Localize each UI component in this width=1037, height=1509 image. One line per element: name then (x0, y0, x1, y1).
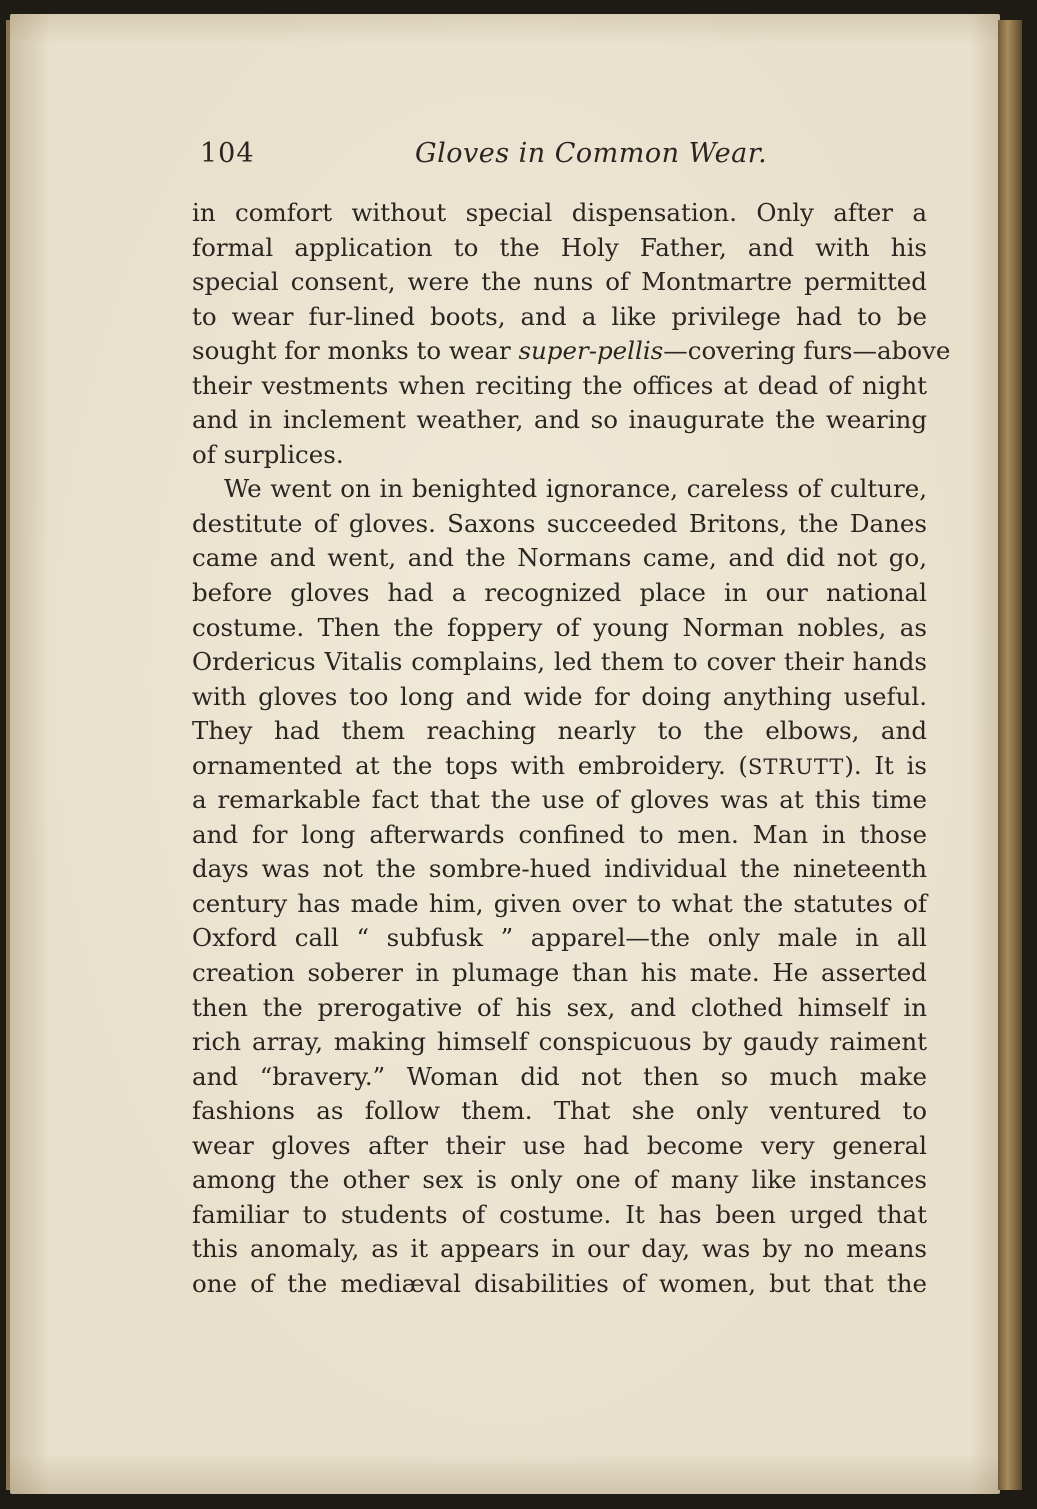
italic-term: super-pellis (518, 336, 664, 366)
text-line: days was not the sombre-hued individual the nineteenth (192, 854, 927, 884)
text-line: and in inclement weather, and so inaugurate the wearing (192, 405, 927, 435)
paragraph-start-line: We went on in benighted ignorance, careless of culture, (224, 474, 927, 504)
text-line: this anomaly, as it appears in our day, was by no means (192, 1234, 927, 1264)
text-line (192, 334, 951, 369)
text-line: and “bravery.” Woman did not then so much make (192, 1061, 927, 1091)
text-line: costume. Then the foppery of young Norman nobles, as (192, 612, 927, 642)
text-line: Oxford call “ subfusk ” apparel—the only male in all (192, 923, 927, 953)
text-line: rich array, making himself conspicuous by gaudy raiment (192, 1027, 927, 1057)
body-text (192, 196, 951, 1302)
text-line: special consent, were the nuns of Montmartre permitted (192, 267, 927, 297)
text-line: Ordericus Vitalis complains, led them to cover their hands (192, 647, 927, 677)
text-line: and for long afterwards confined to men. Man in those (192, 819, 927, 849)
page-edge-right (998, 20, 1022, 1490)
text-line: then the prerogative of his sex, and clothed himself in (192, 992, 927, 1022)
text-line: a remarkable fact that the use of gloves was at this time (192, 785, 927, 815)
text-line: wear gloves after their use had become very general (192, 1130, 927, 1160)
text-line: formal application to the Holy Father, and with his (192, 232, 927, 262)
text-line: of surplices. (192, 439, 344, 469)
text-line: in comfort without special dispensation. Only after a (192, 198, 927, 227)
text-line: with gloves too long and wide for doing anything useful. (192, 681, 927, 711)
page-number: 104 (200, 138, 255, 169)
text-line: one of the mediæval disabilities of women, but that the (192, 1268, 927, 1298)
text-line: to wear fur-lined boots, and a like privilege had to be (192, 301, 927, 331)
text-line: century has made him, given over to what the statutes of (192, 888, 927, 918)
text-line: their vestments when reciting the offices at dead of night (192, 370, 927, 400)
text-line: came and went, and the Normans came, and did not go, (192, 543, 927, 573)
text-segment: ). It is (844, 750, 927, 780)
running-head (200, 138, 930, 178)
text-segment: —covering furs—above (663, 336, 951, 366)
text-line: among the other sex is only one of many like instances (192, 1165, 927, 1195)
running-title: Gloves in Common Wear. (415, 138, 768, 169)
text-segment: ornamented at the tops with embroidery. ( (192, 750, 748, 780)
text-line: creation soberer in plumage than his mate. He asserted (192, 958, 927, 988)
text-line: destitute of gloves. Saxons succeeded Britons, the Danes (192, 508, 927, 538)
text-line: They had them reaching nearly to the elbows, and (192, 716, 927, 746)
text-segment: sought for monks to wear (192, 336, 519, 366)
text-line: before gloves had a recognized place in our national (192, 578, 927, 608)
text-line: familiar to students of costume. It has been urged that (192, 1199, 927, 1229)
small-caps-citation: STRUTT (748, 754, 845, 779)
text-line (192, 749, 927, 784)
text-line: fashions as follow them. That she only ventured to (192, 1096, 927, 1126)
